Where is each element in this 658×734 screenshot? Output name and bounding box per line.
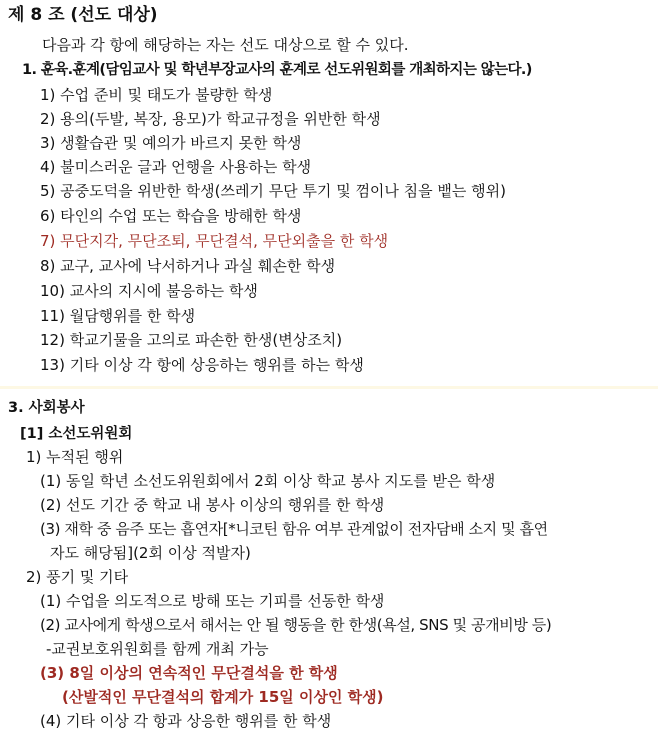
list-item: 6) 타인의 수업 또는 학습을 방해한 학생	[40, 207, 302, 225]
list-item: 3) 생활습관 및 예의가 바르지 못한 학생	[40, 134, 302, 152]
group-title: 1) 누적된 행위	[26, 448, 124, 466]
list-item: 8) 교구, 교사에 낙서하거나 과실 훼손한 학생	[40, 257, 336, 275]
group-title: 2) 풍기 및 기타	[26, 568, 129, 586]
list-item: (3) 재학 중 음주 또는 흡연자[*니코틴 함유 여부 관계없이 전자담배 소지 및 흡연	[40, 520, 548, 538]
list-item: (4) 기타 이상 각 항과 상응한 행위를 한 학생	[40, 712, 332, 730]
list-item-continuation: 자도 해당됨](2회 이상 적발자)	[50, 544, 251, 562]
list-item-highlighted: 7) 무단지각, 무단조퇴, 무단결석, 무단외출을 한 학생	[40, 232, 389, 250]
article-section-bottom	[0, 389, 658, 734]
list-item: 4) 불미스러운 글과 언행을 사용하는 학생	[40, 158, 312, 176]
list-item: (2) 선도 기간 중 학교 내 봉사 이상의 행위를 한 학생	[40, 496, 385, 514]
section3-subheading: [1] 소선도위원회	[20, 426, 133, 442]
list-item-highlighted-continuation: (산발적인 무단결석의 합계가 15일 이상인 학생)	[62, 688, 384, 706]
list-item: (2) 교사에게 학생으로서 해서는 안 될 행동을 한 한생(욕설, SNS 및 공개비방 등)	[40, 616, 552, 634]
list-item: 5) 공중도덕을 위반한 학생(쓰레기 무단 투기 및 껌이나 침을 뱉는 행위)	[40, 182, 507, 200]
list-item: 10) 교사의 지시에 불응하는 학생	[40, 282, 258, 300]
list-item: 12) 학교기물을 고의로 파손한 한생(변상조치)	[40, 331, 343, 349]
section1-heading: 1. 훈육.훈계(담임교사 및 학년부장교사의 훈계로 선도위원회를 개최하지는 않는다.)	[22, 62, 532, 78]
list-item: 11) 월담행위를 한 학생	[40, 307, 196, 325]
list-item: (1) 동일 학년 소선도위원회에서 2회 이상 학교 봉사 지도를 받은 학생	[40, 472, 496, 490]
list-item-note: -교권보호위원회를 함께 개최 가능	[46, 640, 269, 658]
list-item-highlighted: (3) 8일 이상의 연속적인 무단결석을 한 학생	[40, 664, 338, 682]
list-item: 1) 수업 준비 및 태도가 불량한 학생	[40, 86, 273, 104]
list-item: 13) 기타 이상 각 항에 상응하는 행위를 하는 학생	[40, 356, 364, 374]
section3-heading: 3. 사회봉사	[8, 400, 85, 416]
list-item: 2) 용의(두발, 복장, 용모)가 학교규정을 위반한 학생	[40, 110, 381, 128]
list-item: (1) 수업을 의도적으로 방해 또는 기피를 선동한 학생	[40, 592, 385, 610]
article-intro: 다음과 각 항에 해당하는 자는 선도 대상으로 할 수 있다.	[42, 36, 409, 54]
article-title: 제 8 조 (선도 대상)	[8, 5, 158, 25]
